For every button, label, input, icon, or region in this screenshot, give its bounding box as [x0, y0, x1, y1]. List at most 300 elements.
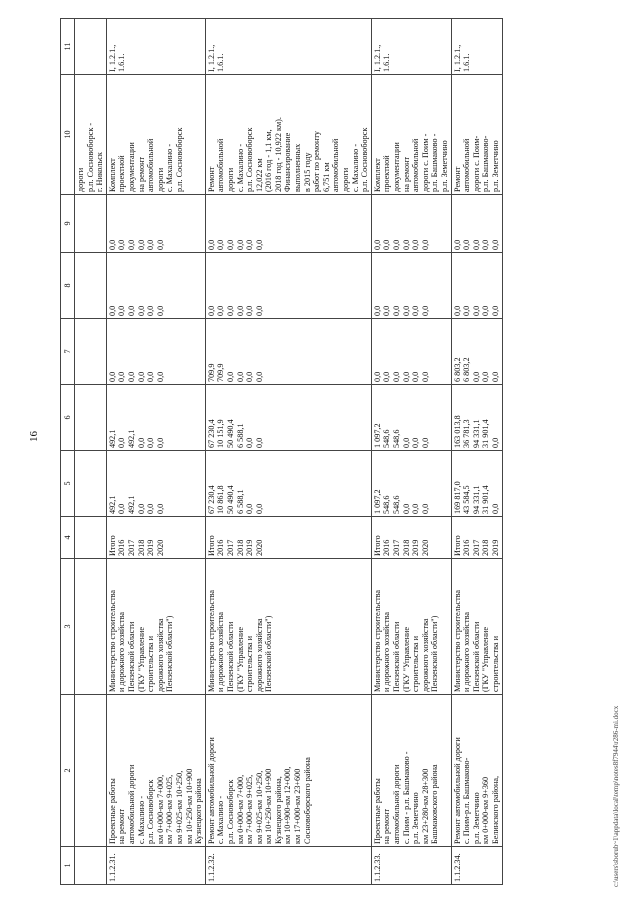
cell-line: 709,9 — [206, 363, 216, 382]
cell-line: 2016 — [216, 539, 226, 556]
item-number-cell: 1.1.2.34. — [451, 847, 502, 885]
cell-line: 0,0 — [117, 305, 127, 316]
column-header-6: 6 — [61, 385, 75, 451]
cell-line: Белинского района, — [490, 775, 500, 844]
program-table — [60, 18, 503, 885]
cell-line: км 17+000-км 23+600 — [293, 768, 303, 844]
footer-path: c:\users\sborub~1\appdata\local\temp\notes8f7944\r286-mi.docx — [612, 705, 620, 887]
cell-line: 2018 — [401, 539, 411, 556]
cell-line: 31 901,4 — [481, 419, 491, 448]
cell-line: км 7+000-км 9+025, — [165, 774, 175, 844]
cell-line: 0,0 — [401, 305, 411, 316]
cell-line: Пензенской области — [392, 621, 401, 692]
cell-line: проектной — [382, 155, 392, 192]
local-budget-cell — [205, 253, 371, 319]
cell-line: 0,0 — [235, 239, 245, 250]
cell-line: Пензенской области") — [264, 615, 274, 692]
cell-line: 2019 — [146, 539, 156, 556]
cell-line: 50 490,4 — [225, 419, 235, 448]
cell-line: Итого — [452, 535, 462, 556]
cell-line: 1 097,2 — [372, 423, 382, 448]
cell-line: 548,6 — [382, 495, 392, 514]
cell-line: 2017 — [471, 539, 481, 556]
cell-line: с. Поим-р.п. Башмаково- — [462, 757, 472, 844]
cell-line: 548,6 — [392, 495, 401, 514]
cell-line: документации — [392, 142, 401, 192]
cell-line: Кузнецкого района, — [273, 776, 283, 844]
cell-line: 0,0 — [490, 371, 500, 382]
cell-line: с. Поим - р.п. Башмаково - — [401, 751, 411, 844]
cell-line: 0,0 — [245, 503, 255, 514]
year-list-cell — [106, 517, 205, 559]
cell-line: 0,0 — [411, 503, 421, 514]
cell-line: 0,0 — [481, 371, 491, 382]
column-header-9: 9 — [61, 195, 75, 253]
cell-line: 2020 — [254, 539, 264, 556]
cell-line: 0,0 — [245, 239, 255, 250]
cell-line: 0,0 — [117, 239, 127, 250]
cell-line: (ГКУ "Управление — [235, 626, 245, 692]
cell-line: 0,0 — [117, 503, 127, 514]
cell-line: 2017 — [225, 539, 235, 556]
cell-line: 0,0 — [401, 503, 411, 514]
expected-result-cell — [451, 75, 502, 195]
column-header-1: 1 — [61, 847, 75, 885]
cell-line: 1.6.1. — [382, 53, 392, 72]
cell-line: 94 331,1 — [471, 419, 481, 448]
cell-line: 0,0 — [372, 371, 382, 382]
cell-line: 0,0 — [126, 371, 136, 382]
cell-line: 0,0 — [146, 305, 156, 316]
cell-line: 1 097,2 — [372, 489, 382, 514]
cell-line: 1.6.1. — [216, 53, 226, 72]
cell-line: р.п. Сосновоборск — [245, 127, 255, 192]
total-amount-cell — [205, 451, 371, 517]
cell-line: р.п. Земетчино — [411, 792, 421, 844]
other-sources-cell — [371, 195, 451, 253]
column-header-10: 10 — [61, 75, 75, 195]
cell-line: автомобильной — [462, 138, 472, 192]
cell-line: км 23+280-км 28+300 — [420, 768, 430, 844]
cell-line: 0,0 — [411, 371, 421, 382]
cell-line: 10 151,9 — [216, 419, 226, 448]
cell-line: 0,0 — [452, 305, 462, 316]
activity-name-cell — [205, 695, 371, 847]
cell-line: 2016 — [382, 539, 392, 556]
cell-line: Ремонт автомобильной дороги — [452, 737, 462, 844]
cell-line: на ремонт — [382, 808, 392, 844]
page-number: 16 — [28, 431, 40, 442]
cell-line: 12,022 км — [254, 158, 264, 192]
cell-line: 6 588,1 — [235, 489, 245, 514]
cell-line: Комплект — [372, 158, 382, 192]
column-header-4: 4 — [61, 517, 75, 559]
cell-line: км 10+900-км 12+000, — [283, 766, 293, 844]
cell-line: 0,0 — [372, 305, 382, 316]
cell-line: 2018 — [481, 539, 491, 556]
cell-line: р.п. Башмаково - — [430, 133, 440, 192]
cell-line: Пензенской области") — [430, 615, 440, 692]
total-amount-cell — [371, 451, 451, 517]
cell-line: Ремонт — [206, 166, 216, 192]
cell-line: Башмаковского района — [430, 764, 440, 844]
cell-line: р.п. Сосновоборск — [146, 779, 156, 844]
cell-line: 36 781,3 — [462, 419, 472, 448]
cell-line: 0,0 — [155, 305, 165, 316]
cell-line: (ГКУ "Управление — [136, 626, 146, 692]
local-budget-cell — [451, 253, 502, 319]
executor-cell — [451, 559, 502, 695]
cell-line: 0,0 — [411, 239, 421, 250]
cell-line: 0,0 — [481, 305, 491, 316]
cell-line: 0,0 — [382, 239, 392, 250]
cell-line: 0,0 — [462, 305, 472, 316]
cell-line: 0,0 — [107, 305, 117, 316]
cell-line: и дорожного хозяйства — [382, 612, 392, 692]
cell-line: с. Махалино - — [165, 143, 175, 192]
cell-line: строительства и — [411, 636, 421, 692]
cell-line: 0,0 — [471, 239, 481, 250]
cell-line: 0,0 — [490, 239, 500, 250]
cell-line: 0,0 — [401, 239, 411, 250]
regional-budget-cell — [371, 385, 451, 451]
local-budget-cell — [371, 253, 451, 319]
cell-line: 0,0 — [481, 239, 491, 250]
cell-line: 0,0 — [155, 239, 165, 250]
cell-line: 709,9 — [216, 363, 226, 382]
cell-line: с. Махалино - — [216, 795, 226, 844]
cell-line: строительства и — [490, 636, 500, 692]
cell-line: 0,0 — [254, 371, 264, 382]
cell-line: 0,0 — [136, 371, 146, 382]
cell-line: с. Махалино - — [235, 143, 245, 192]
cell-line: 0,0 — [136, 503, 146, 514]
activity-name-cell — [371, 695, 451, 847]
cell-line: с. Махалино - — [136, 795, 146, 844]
cell-line: 0,0 — [420, 239, 430, 250]
cell-line: км 9+025-км 10+250, — [174, 770, 184, 844]
cell-line: Финансирование — [283, 132, 293, 192]
cell-line: 0,0 — [117, 371, 127, 382]
cell-line: (2016 год - 1,1 км, — [264, 129, 274, 192]
federal-budget-cell — [371, 319, 451, 385]
cell-line: 0,0 — [471, 371, 481, 382]
cell-line: 0,0 — [490, 437, 500, 448]
cell-line: 2016 — [117, 539, 127, 556]
cell-line: 163 013,8 — [452, 415, 462, 448]
cell-line: 2020 — [420, 539, 430, 556]
cell-line: Кузнецкого района — [194, 778, 204, 844]
cell-line: I, 1.2.1., — [372, 44, 382, 72]
cell-line: 0,0 — [452, 239, 462, 250]
cell-line: Ремонт автомобильной дороги — [206, 737, 216, 844]
regional-budget-cell — [451, 385, 502, 451]
cell-line: 0,0 — [245, 371, 255, 382]
cell-line: I, 1.2.1., — [206, 44, 216, 72]
cell-line: проектной — [117, 155, 127, 192]
cell-line: 0,0 — [382, 371, 392, 382]
cell-line: 0,0 — [146, 437, 156, 448]
other-sources-cell — [451, 195, 502, 253]
cell-line: (ГКУ "Управление — [401, 626, 411, 692]
table-row — [371, 19, 451, 885]
cell-line: р.п. Земетчино — [490, 140, 500, 192]
cell-line: 2017 — [392, 539, 401, 556]
indicator-ref-cell — [451, 19, 502, 75]
cell-line: 0,0 — [155, 371, 165, 382]
cell-line: 0,0 — [146, 371, 156, 382]
cell-line: 0,0 — [382, 305, 392, 316]
cell-line: 0,0 — [490, 305, 500, 316]
cell-line: 10 861,8 — [216, 485, 226, 514]
cell-line: 0,0 — [146, 503, 156, 514]
cell-line: 67 230,4 — [206, 419, 216, 448]
indicator-ref-cell — [205, 19, 371, 75]
cell-line: дорожного хозяйства — [155, 618, 165, 692]
cell-line: на ремонт — [117, 808, 127, 844]
cell-line: км 10+250-км 10+900 — [264, 768, 274, 844]
local-budget-cell — [106, 253, 205, 319]
cell-line: 492,1 — [107, 429, 117, 448]
cell-line: 0,0 — [126, 305, 136, 316]
item-number-cell: 1.1.2.31. — [106, 847, 205, 885]
cell-line: 0,0 — [420, 503, 430, 514]
federal-budget-cell — [451, 319, 502, 385]
column-header-5: 5 — [61, 451, 75, 517]
cell-line: Пензенской области") — [165, 615, 175, 692]
cell-line: 492,1 — [126, 429, 136, 448]
header-row — [61, 19, 75, 885]
cell-line: дорожного хозяйства — [420, 618, 430, 692]
cell-line: 2016 — [462, 539, 472, 556]
cell-line: р.п. Сосновоборск — [360, 127, 370, 192]
cell-line: в 2015 году — [302, 152, 312, 192]
cell-line: автомобильной дороги — [392, 764, 401, 844]
cell-line: 6,751 км — [321, 162, 331, 192]
cell-line: 2019 — [490, 539, 500, 556]
cell-line: 1.6.1. — [462, 53, 472, 72]
cell-line: 2017 — [126, 539, 136, 556]
cell-line: и дорожного хозяйства — [216, 612, 226, 692]
item-number-cell: 1.1.2.32. — [205, 847, 371, 885]
cell-line: р.п. Башмаково- — [481, 135, 491, 192]
cell-line: 0,0 — [155, 503, 165, 514]
cell-line: строительства и — [245, 636, 255, 692]
cell-line: 0,0 — [225, 305, 235, 316]
cell-line: 0,0 — [254, 305, 264, 316]
cell-line: Итого — [206, 535, 216, 556]
cell-line: 0,0 — [411, 437, 421, 448]
column-header-2: 2 — [61, 695, 75, 847]
column-header-11: 11 — [61, 19, 75, 75]
cell-line: работ по ремонту — [312, 131, 322, 192]
cell-line: 2019 — [245, 539, 255, 556]
cell-line: 0,0 — [392, 239, 401, 250]
cell-line: и дорожного хозяйства — [462, 612, 472, 692]
cell-line: и дорожного хозяйства — [117, 612, 127, 692]
table-row — [205, 19, 371, 885]
cell-line: 0,0 — [146, 239, 156, 250]
cell-line: 0,0 — [420, 305, 430, 316]
cell-line: дороги — [76, 167, 85, 192]
cell-line: км 7+000-км 9+025, — [245, 774, 255, 844]
cell-line: р.п. Земетчино — [471, 792, 481, 844]
cell-line: I, 1.2.1., — [107, 44, 117, 72]
cell-line: 31 901,4 — [481, 485, 491, 514]
cell-line: 0,0 — [462, 239, 472, 250]
cell-line: 0,0 — [392, 371, 401, 382]
cell-line: 2018 — [136, 539, 146, 556]
cell-line: дороги — [225, 167, 235, 192]
cell-line: строительства и — [146, 636, 156, 692]
cell-line: дороги с. Поим- — [471, 135, 481, 192]
other-sources-cell — [205, 195, 371, 253]
table-row — [106, 19, 205, 885]
cell-line: Ремонт — [452, 166, 462, 192]
cell-line: автомобильной дороги — [126, 764, 136, 844]
cell-line: 169 817,0 — [452, 481, 462, 514]
cell-line: I, 1.2.1., — [452, 44, 462, 72]
federal-budget-cell — [205, 319, 371, 385]
indicator-ref-cell — [106, 19, 205, 75]
cell-line: км 9+025-км 10+250, — [254, 770, 264, 844]
cell-line: 492,1 — [126, 495, 136, 514]
cell-line: автомобильной — [216, 138, 226, 192]
cell-line: 0,0 — [136, 305, 146, 316]
cell-line: 0,0 — [411, 305, 421, 316]
federal-budget-cell — [106, 319, 205, 385]
activity-name-cell — [451, 695, 502, 847]
cell-line: 50 490,4 — [225, 485, 235, 514]
cell-line: 0,0 — [254, 503, 264, 514]
cell-line: 2019 — [411, 539, 421, 556]
cell-line: 0,0 — [245, 305, 255, 316]
cell-line: 0,0 — [401, 437, 411, 448]
cell-line: дороги — [341, 167, 351, 192]
cell-line: 0,0 — [420, 371, 430, 382]
executor-cell — [106, 559, 205, 695]
cell-line: 0,0 — [136, 437, 146, 448]
continued-result-cell — [75, 75, 107, 195]
expected-result-cell — [371, 75, 451, 195]
cell-line: документации — [126, 142, 136, 192]
cell-line: 1.6.1. — [117, 53, 127, 72]
cell-line: 0,0 — [490, 503, 500, 514]
total-amount-cell — [106, 451, 205, 517]
cell-line: 0,0 — [471, 305, 481, 316]
executor-cell — [371, 559, 451, 695]
regional-budget-cell — [106, 385, 205, 451]
cell-line: 0,0 — [216, 305, 226, 316]
cell-line: Министерство строительства — [452, 589, 462, 692]
item-number-cell: 1.1.2.33. — [371, 847, 451, 885]
cell-line: км 0+000-км 7+000, — [235, 774, 245, 844]
cell-line: 0,0 — [392, 305, 401, 316]
cell-line: г. Никольск — [95, 152, 105, 192]
cell-line: 6 588,1 — [235, 423, 245, 448]
cell-line: Комплект — [107, 158, 117, 192]
cell-line: 43 584,5 — [462, 485, 472, 514]
cell-line: Итого — [372, 535, 382, 556]
cell-line: автомобильной — [146, 138, 156, 192]
year-list-cell — [451, 517, 502, 559]
cell-line: р.п. Сосновоборск - — [85, 122, 95, 192]
cell-line: Министерство строительства — [372, 589, 382, 692]
cell-line: 548,6 — [392, 429, 401, 448]
cell-line: 2018 — [235, 539, 245, 556]
cell-line: 0,0 — [254, 239, 264, 250]
cell-line: Итого — [107, 535, 117, 556]
cell-line: на ремонт — [136, 156, 146, 192]
expected-result-cell — [106, 75, 205, 195]
cell-line: 67 230,4 — [206, 485, 216, 514]
column-header-7: 7 — [61, 319, 75, 385]
cell-line: 0,0 — [245, 437, 255, 448]
year-list-cell — [205, 517, 371, 559]
cell-line: 0,0 — [235, 305, 245, 316]
cell-line: 0,0 — [254, 437, 264, 448]
cell-line: 548,6 — [382, 429, 392, 448]
activity-name-cell — [106, 695, 205, 847]
cell-line: р.п. Сосновоборск — [174, 127, 184, 192]
cell-line: 0,0 — [216, 239, 226, 250]
cell-line: 0,0 — [401, 371, 411, 382]
cell-line: Министерство строительства — [206, 589, 216, 692]
cell-line: Министерство строительства — [107, 589, 117, 692]
cell-line: дороги — [155, 167, 165, 192]
cell-line: дороги с. Поим - — [420, 133, 430, 192]
other-sources-cell — [106, 195, 205, 253]
column-header-3: 3 — [61, 559, 75, 695]
cell-line: км 10+250-км 10+900 — [184, 768, 194, 844]
cell-line: 0,0 — [372, 239, 382, 250]
cell-line: 0,0 — [225, 239, 235, 250]
cell-line: Пензенской области — [225, 621, 235, 692]
cell-line: км 0+000-км 9+360 — [481, 776, 491, 844]
cell-line: 0,0 — [225, 371, 235, 382]
cell-line: 6 803,2 — [462, 357, 472, 382]
cell-line: 0,0 — [420, 437, 430, 448]
table-row — [451, 19, 502, 885]
cell-line: Сосновоборского района — [302, 757, 312, 844]
cell-line: р.п. Земетчино — [439, 140, 449, 192]
cell-line: 0,0 — [206, 239, 216, 250]
indicator-ref-cell — [371, 19, 451, 75]
total-amount-cell — [451, 451, 502, 517]
cell-line: км 0+000-км 7+000, — [155, 774, 165, 844]
cell-line: 6 803,2 — [452, 357, 462, 382]
executor-cell — [205, 559, 371, 695]
cell-line: 2018 год - 10,922 км). — [273, 117, 283, 192]
cell-line: Проектные работы — [372, 778, 382, 844]
year-list-cell — [371, 517, 451, 559]
cell-line: автомобильной — [331, 138, 341, 192]
column-header-8: 8 — [61, 253, 75, 319]
cell-line: 2020 — [155, 539, 165, 556]
cell-line: дорожного хозяйства — [254, 618, 264, 692]
cell-line: Пензенской области — [471, 621, 481, 692]
cell-line: 492,1 — [107, 495, 117, 514]
cell-line: 0,0 — [235, 371, 245, 382]
cell-line: 0,0 — [117, 437, 127, 448]
expected-result-cell — [205, 75, 371, 195]
cell-line: автомобильной — [411, 138, 421, 192]
cell-line: 0,0 — [107, 371, 117, 382]
cell-line: 0,0 — [206, 305, 216, 316]
cell-line: на ремонт — [401, 156, 411, 192]
cell-line: 0,0 — [126, 239, 136, 250]
cell-line: 0,0 — [107, 239, 117, 250]
